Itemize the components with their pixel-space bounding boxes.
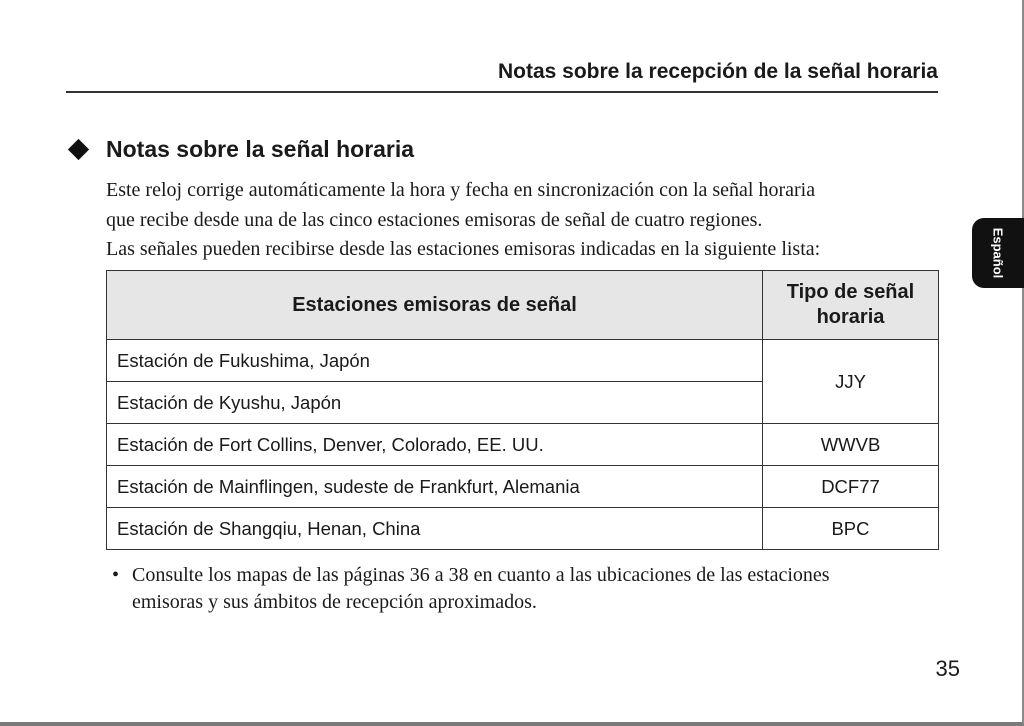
signal-type-cell: WWVB xyxy=(763,424,939,466)
station-cell: Estación de Kyushu, Japón xyxy=(107,382,763,424)
language-tab xyxy=(972,218,1024,288)
intro-paragraph xyxy=(106,176,946,265)
table-row xyxy=(107,424,939,466)
diamond-bullet-icon xyxy=(68,139,89,160)
header-station: Estaciones emisoras de señal xyxy=(107,271,763,340)
bullet-note xyxy=(112,562,952,616)
page-number: 35 xyxy=(935,656,960,681)
table-row xyxy=(107,466,939,508)
station-cell: Estación de Shangqiu, Henan, China xyxy=(107,508,763,550)
note-line: Consulte los mapas de las páginas 36 a 38 en cuanto a las ubicaciones de las estaciones xyxy=(132,564,830,586)
intro-line: Las señales pueden recibirse desde las estaciones emisoras indicadas en la siguiente lista: xyxy=(106,238,821,260)
header-signal-type: Tipo de señal horaria xyxy=(763,271,939,340)
table-row xyxy=(107,340,939,382)
intro-line: Este reloj corrige automáticamente la hora y fecha en sincronización con la señal horaria xyxy=(106,179,816,201)
stations-table xyxy=(106,270,939,550)
intro-line: que recibe desde una de las cinco estaciones emisoras de señal de cuatro regiones. xyxy=(106,208,763,231)
station-cell: Estación de Fort Collins, Denver, Colorado, EE. UU. xyxy=(107,424,763,466)
note-line: emisoras y sus ámbitos de recepción aproximados. xyxy=(132,591,537,613)
section-heading-text: Notas sobre la señal horaria xyxy=(106,136,415,162)
signal-type-cell: JJY xyxy=(763,340,939,424)
section-heading xyxy=(66,136,414,163)
language-tab-label: Español xyxy=(990,227,1006,279)
table-row xyxy=(107,508,939,550)
note-text xyxy=(132,562,830,616)
station-cell: Estación de Mainflingen, sudeste de Frankfurt, Alemania xyxy=(107,466,763,508)
running-header: Notas sobre la recepción de la señal horaria xyxy=(66,60,938,93)
station-cell: Estación de Fukushima, Japón xyxy=(107,340,763,382)
signal-type-cell: BPC xyxy=(763,508,939,550)
table-header-row xyxy=(107,271,939,340)
bullet-icon: • xyxy=(112,564,120,586)
signal-type-cell: DCF77 xyxy=(763,466,939,508)
